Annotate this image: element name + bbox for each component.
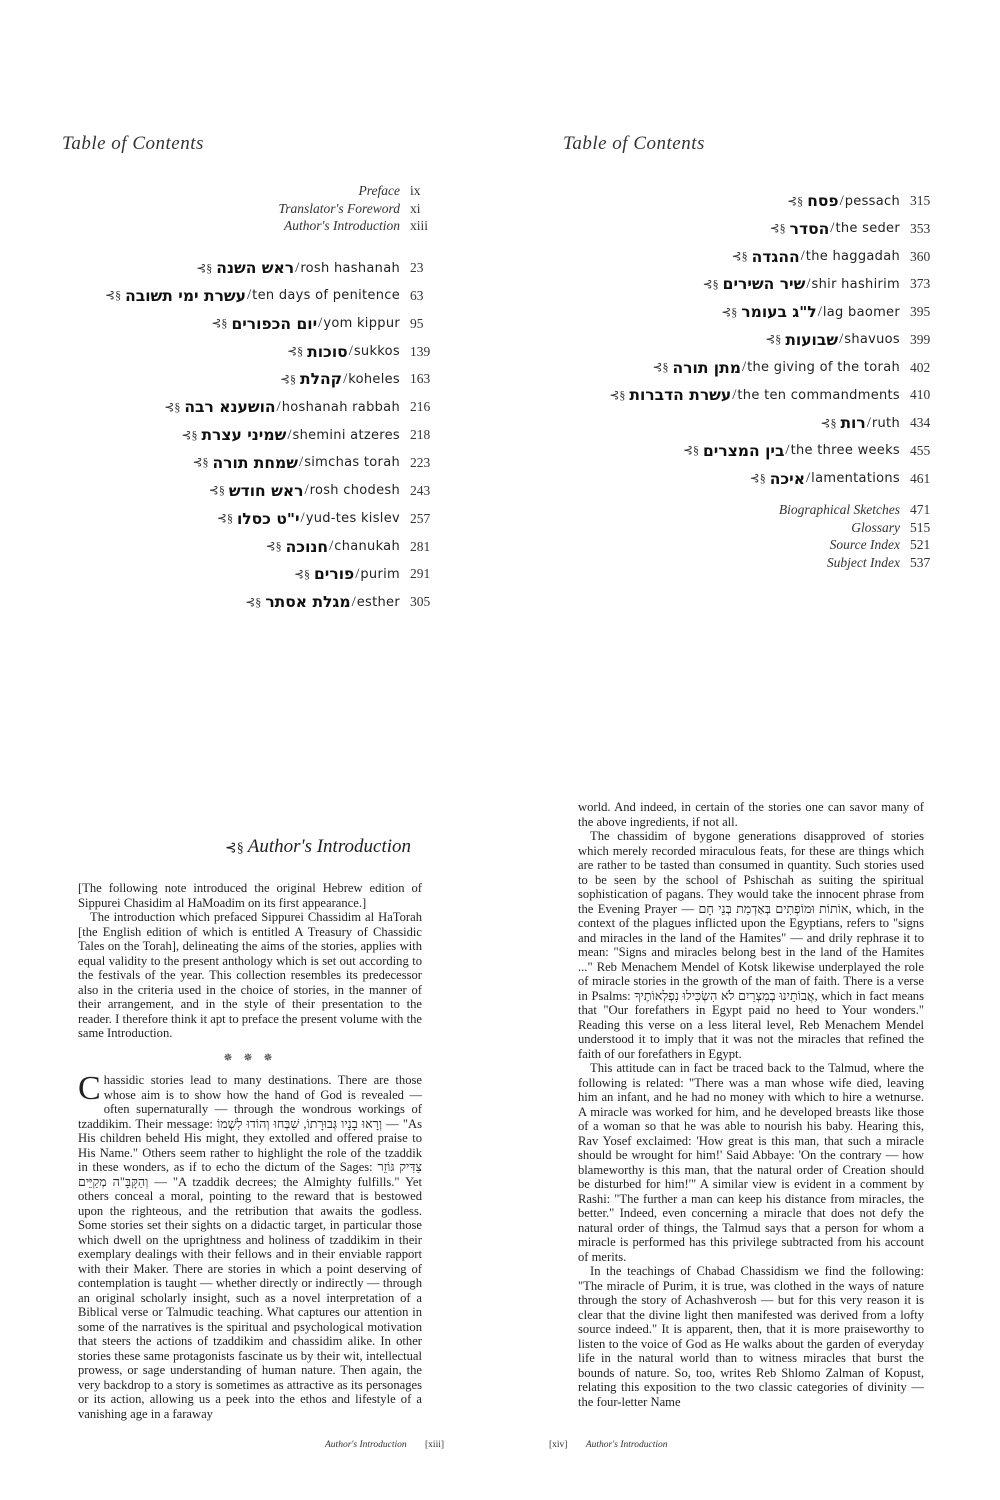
toc-matter-page: 537: [910, 554, 931, 570]
toc-entry-page: 360: [910, 248, 931, 264]
toc-entry-separator: /: [830, 220, 835, 237]
ornament-icon: ⊰§: [245, 594, 262, 609]
intro-right-column: [578, 800, 924, 1409]
toc-entry-hebrew: פורים: [314, 565, 355, 584]
toc-entry-english: yud-tes kislev: [305, 511, 400, 527]
toc-entry-separator: /: [287, 426, 292, 443]
section-divider: ✵ ✵ ✵: [223, 1051, 277, 1064]
toc-entry-hebrew: פסח: [807, 192, 839, 210]
toc-entry-hebrew: שמיני עצרת: [201, 426, 287, 445]
toc-entry-english: the three weeks: [790, 443, 900, 459]
toc-entry-page: 305: [410, 594, 431, 610]
toc-entry-separator: /: [304, 482, 309, 499]
toc-entry-page: 461: [910, 470, 931, 486]
right-toc-heading: Table of Contents: [563, 133, 705, 154]
toc-entry-separator: /: [318, 315, 323, 332]
toc-entry[interactable]: [750, 468, 942, 490]
toc-entry-separator: /: [247, 287, 252, 304]
toc-matter-title: Preface: [358, 183, 400, 198]
ornament-icon: ⊰§: [652, 360, 669, 374]
toc-entry-hebrew: שמחת תורה: [212, 453, 299, 472]
ornament-icon: ⊰§: [293, 566, 310, 581]
toc-entry-english: rosh hashanah: [300, 260, 400, 276]
footer-right-label: Author's Introduction: [585, 1440, 668, 1450]
toc-entry[interactable]: [192, 452, 442, 474]
toc-matter-page: 471: [910, 502, 931, 517]
ornament-icon: ⊰§: [216, 511, 233, 526]
ornament-icon: ⊰§: [105, 288, 122, 303]
toc-matter-page: 521: [910, 537, 931, 553]
toc-entry-hebrew: קהלת: [300, 370, 343, 389]
toc-entry-english: the haggadah: [805, 249, 900, 264]
toc-entry[interactable]: [280, 368, 442, 390]
intro-note-1: [The following note introduced the original Hebrew edition of Sippurei Chasidim al HaMoadim on its first appearance.]: [78, 881, 422, 910]
toc-entry[interactable]: [765, 329, 942, 351]
toc-entry-page: 63: [410, 287, 424, 303]
toc-entry-english: hoshanah rabbah: [281, 399, 400, 415]
toc-matter-entry[interactable]: [278, 183, 442, 201]
toc-entry-page: 373: [910, 276, 931, 292]
toc-entry-english: the ten commandments: [737, 387, 900, 403]
ornament-icon: ⊰§: [731, 249, 748, 263]
toc-entry-english: shemini atzeres: [292, 427, 400, 443]
intro-note-2: The introduction which prefaced Sippurei Chassidim al HaTorah [the English edition of which is entitled A Treasury of Chassidic Tales on the Torah], delineating the aims of the stories, applies with equal validity to the present anthology which is set out according to the festivals of the year. This collection resembles its predecessor also in the criteria used in the choice of stories, in the manner of their arrangement, and in the style of their presentation to the reader. I therefore think it apt to preface the present volume with the same Introduction.: [78, 910, 422, 1040]
toc-entry[interactable]: [787, 190, 942, 212]
toc-entry-separator: /: [355, 565, 360, 582]
toc-entry-hebrew: עשרת הדברות: [629, 386, 732, 405]
toc-entry-separator: /: [817, 303, 822, 320]
toc-entry-hebrew: בין המצרים: [703, 441, 785, 460]
toc-matter-page: ix: [410, 183, 421, 198]
toc-matter-page: xi: [410, 200, 421, 216]
toc-entry-hebrew: סוכות: [307, 342, 348, 361]
intro-left-column: [78, 881, 422, 1421]
toc-entry-page: 243: [410, 482, 431, 498]
ornament-icon: ⊰§: [279, 371, 297, 386]
ornament-icon: ⊰§: [682, 443, 699, 458]
ornament-icon: ⊰§: [265, 539, 282, 553]
toc-entry-separator: /: [806, 470, 811, 486]
toc-entry[interactable]: [703, 273, 942, 295]
footer-right-page: [xiv]: [549, 1440, 568, 1450]
toc-entry[interactable]: [164, 396, 442, 418]
toc-matter-entry[interactable]: [278, 201, 442, 219]
toc-entry[interactable]: [683, 440, 942, 462]
toc-entry-english: rosh chodesh: [309, 483, 400, 499]
toc-entry-english: pessach: [844, 193, 900, 209]
toc-entry[interactable]: [287, 341, 442, 363]
toc-entry-hebrew: ההגדה: [751, 247, 800, 266]
toc-entry[interactable]: [294, 563, 442, 585]
toc-entry[interactable]: [181, 424, 442, 446]
toc-entry[interactable]: [652, 357, 942, 379]
toc-entry-english: lamentations: [811, 471, 900, 486]
toc-entry-hebrew: מתן תורה: [672, 358, 741, 377]
intro-body: [78, 1070, 422, 1421]
title-ornament: ⊰§: [225, 841, 244, 856]
right-para-2: The chassidim of bygone generations disapproved of stories which merely recorded miraculous feats, for these are things which are rather to be tasted than consumed in quantity. Such stories used to be seen by the school of Pshischah as suiting the spiritual sophistication of pagans. They would take the innocent phrase from the Evening Prayer — אוֹתוֹת וּמוֹפְתִים בְּאַדְמַת בְּנֵי חָם, which, in the context of the plagues inflicted upon the Egyptians, refers to "signs and miracles in the land of the Hamites" — and drily rephrase it to mean: "Signs and miracles belong best in the land of the Hamites ..." Reb Menachem Mendel of Kotsk likewise underplayed the role of miracle stories in the growth of the man of faith. There is a verse in Psalms: אֲבוֹתֵינוּ בְמִצְרַיִם לֹא הִשְׂכִּילוּ נִפְלְאוֹתֶיךָ, which in fact means that "Our forefathers in Egypt paid no heed to Your wonders." Reading this verse on a less literal level, Reb Menachem Mendel understood it to imply that it was not the miracles that refined the faith of our forefathers in Egypt.: [578, 829, 924, 1061]
toc-entry-hebrew: שבועות: [785, 330, 839, 349]
toc-entry-page: 139: [410, 343, 431, 359]
left-toc-heading: Table of Contents: [62, 133, 204, 154]
toc-matter-page: 515: [910, 519, 931, 535]
toc-entry[interactable]: [266, 536, 442, 558]
toc-entry[interactable]: [609, 384, 942, 406]
toc-entry-separator: /: [806, 275, 811, 292]
toc-matter-title: Translator's Foreword: [278, 200, 400, 216]
toc-entry-separator: /: [295, 259, 300, 276]
toc-entry-english: lag baomer: [822, 304, 900, 320]
toc-entry-separator: /: [329, 538, 334, 554]
toc-entry-page: 223: [410, 454, 431, 470]
toc-entry[interactable]: [245, 591, 442, 613]
ornament-icon: ⊰§: [164, 399, 181, 414]
toc-entry[interactable]: [217, 508, 442, 530]
toc-entry-hebrew: יום הכפורים: [231, 314, 318, 333]
footer-left: [325, 1440, 444, 1450]
ornament-icon: ⊰§: [208, 483, 225, 498]
toc-entry-english: shavuos: [844, 332, 900, 348]
toc-entry-english: the giving of the torah: [747, 360, 900, 375]
ornament-icon: ⊰§: [765, 332, 782, 347]
toc-entry-hebrew: עשרת ימי תשובה: [125, 286, 246, 305]
ornament-icon: ⊰§: [192, 455, 209, 470]
toc-matter-title: Source Index: [829, 537, 900, 553]
right-para-4: In the teachings of Chabad Chassidism we find the following: "The miracle of Purim, it is true, was clothed in the ways of nature through the story of Achashverosh — but for this very reason it is clear that the divine light then manifested was derived from a lofty source indeed." It is apparent, then, that it is more praiseworthy to listen to the voice of God as He walks about the garden of everyday life in the natural world than to witness miracles that burst the bounds of nature. So, too, writes Reb Shlomo Zalman of Kopust, relating this exposition to the two classic categories of divinity — the four-letter Name: [578, 1264, 924, 1409]
toc-entry-separator: /: [276, 398, 281, 415]
toc-matter-entry[interactable]: [278, 218, 442, 236]
toc-entry-separator: /: [348, 343, 353, 360]
ornament-icon: ⊰§: [820, 415, 837, 430]
toc-entry-hebrew: רות: [840, 414, 866, 432]
toc-entry-english: simchas torah: [304, 455, 400, 471]
toc-matter-title: Subject Index: [826, 554, 900, 570]
intro-body-text: hassidic stories lead to many destinations. There are those whose aim is to show how the hand of God is revealed — often supernaturally — through the wondrous workings of tzaddikim. Their message: וְרָאוּ בָנָיו גְּבוּרָתוֹ, שִׁבְּחוּ וְהוֹדוּ לִשְׁמוֹ — "As His children beheld His might, they extolled and offered praise to His Name." Others seem rather to highlight the role of the tzaddik in these wonders, as if to echo the dictum of the Sages: צַדִּיק גּוֹזֵר וְהַקָּבָּ"ה מְקַיֵּים — "A tzaddik decrees; the Almighty fulfills." Yet others conceal a moral, pointing to the reward that is bestowed upon the righteous, and the retribution that awaits the godless. Some stories set their sights on a didactic target, in particular those which dwell on the uprightness and holiness of tzaddikim in their exemplary dealings with their fellows and in their enviable rapport with their Maker. There are stories in which a point deserving of contemplation is taught — whether directly or indirectly — through an original scholarly insight, such as a novel interpretation of a Biblical verse or Talmudic teaching. What captures our attention in some of the narratives is the spiritual and psychological motivation that steers the actions of tzaddikim and chassidim alike. In other stories these same protagonists fascinate us by their wit, intellectual prowess, or sage understanding of human nature. Then again, the very backdrop to a story is sometimes as attractive as its personages or its action, allowing us a peek into the ethos and lifestyle of a vanishing age in a faraway: [78, 1073, 422, 1421]
left-toc: [60, 183, 460, 623]
toc-entry[interactable]: [209, 480, 442, 502]
toc-entry-page: 23: [410, 260, 424, 275]
toc-entry-page: 402: [910, 359, 931, 375]
toc-entry-page: 455: [910, 442, 931, 458]
toc-entry-hebrew: ראש חודש: [228, 481, 304, 500]
toc-entry-page: 291: [410, 566, 431, 582]
footer-left-label: Author's Introduction: [325, 1440, 407, 1450]
ornament-icon: ⊰§: [609, 387, 626, 402]
toc-entry-english: purim: [360, 566, 400, 582]
intro-title-text: Author's Introduction: [247, 836, 412, 857]
toc-entry-page: 216: [410, 399, 431, 415]
toc-entry-separator: /: [839, 331, 844, 348]
toc-entry-hebrew: חנוכה: [285, 537, 329, 556]
toc-matter-title: Biographical Sketches: [778, 502, 900, 517]
right-toc: [560, 190, 960, 580]
toc-entry-hebrew: ראש השנה: [216, 259, 295, 277]
toc-entry-english: the seder: [835, 221, 900, 237]
ornament-icon: ⊰§: [721, 304, 738, 319]
toc-entry-page: 395: [910, 304, 931, 319]
toc-entry[interactable]: [820, 412, 942, 434]
toc-matter-entry[interactable]: [827, 555, 942, 573]
footer-left-page: [xiii]: [425, 1440, 445, 1450]
toc-entry-hebrew: ל"ג בעומר: [741, 303, 817, 321]
toc-entry-page: 399: [910, 331, 931, 347]
toc-entry-english: ruth: [871, 415, 900, 431]
toc-entry-english: koheles: [348, 371, 400, 387]
ornament-icon: ⊰§: [287, 344, 304, 359]
ornament-icon: ⊰§: [769, 221, 786, 236]
toc-entry-hebrew: מגלת אסתר: [265, 593, 351, 612]
toc-matter-title: Author's Introduction: [283, 218, 400, 234]
toc-entry-separator: /: [839, 192, 844, 209]
toc-entry[interactable]: [105, 285, 442, 307]
toc-entry-separator: /: [732, 386, 737, 403]
footer-right: [549, 1440, 667, 1450]
toc-entry-page: 434: [910, 415, 931, 430]
toc-entry-page: 218: [410, 427, 431, 443]
toc-entry[interactable]: [732, 246, 942, 268]
toc-entry-page: 257: [410, 510, 431, 526]
toc-entry-separator: /: [300, 510, 305, 527]
toc-entry-page: 410: [910, 387, 931, 403]
drop-cap: C: [78, 1070, 101, 1107]
toc-entry-separator: /: [800, 248, 805, 264]
toc-entry-page: 353: [910, 220, 931, 236]
ornament-icon: ⊰§: [196, 260, 213, 275]
toc-entry-english: sukkos: [353, 344, 400, 360]
toc-entry[interactable]: [196, 257, 442, 279]
left-toc-front-matter: [278, 183, 442, 236]
toc-entry-english: esther: [356, 594, 400, 610]
ornament-icon: ⊰§: [749, 471, 766, 485]
toc-entry-hebrew: שיר השירים: [722, 275, 806, 294]
toc-entry-separator: /: [866, 414, 871, 431]
toc-entry-hebrew: הושענא רבה: [184, 398, 276, 417]
right-para-1: world. And indeed, in certain of the stories one can savor many of the above ingredients, if not all.: [578, 800, 924, 829]
right-para-3: This attitude can in fact be traced back to the Talmud, where the following is related: "There was a man whose wife died, leaving him an infant, and he had no money with which to hire a wetnurse. A miracle was worked for him, and he developed breasts like those of a woman so that he was able to nourish his baby. Hearing this, Rav Yosef exclaimed: 'How great is this man, that such a miracle should be wrought for him!' Said Abbaye: 'On the contrary — how blameworthy is this man, that the natural order of Creation should be disturbed for him!'" A similar view is evident in a comment by Rashi: "The further a man can keep his distance from miracles, the better." Indeed, even concerning a miracle that does not defy the natural order of things, the Talmud says that a person for whom a miracle is performed has this privilege subtracted from his account of merits.: [578, 1061, 924, 1264]
toc-entry-separator: /: [351, 593, 356, 610]
toc-entry[interactable]: [721, 301, 942, 323]
toc-entry[interactable]: [211, 313, 442, 335]
ornament-icon: ⊰§: [211, 316, 228, 331]
toc-matter-entry[interactable]: [779, 502, 942, 520]
toc-entry-english: yom kippur: [323, 316, 400, 332]
toc-entry-separator: /: [299, 454, 304, 471]
toc-entry-hebrew: הסדר: [789, 219, 830, 238]
ornament-icon: ⊰§: [181, 427, 198, 442]
toc-matter-title: Glossary: [851, 519, 900, 535]
toc-entry-english: chanukah: [334, 539, 400, 554]
toc-entry-separator: /: [741, 359, 747, 375]
ornament-icon: ⊰§: [702, 276, 719, 291]
toc-entry-page: 163: [410, 371, 431, 387]
toc-matter-page: xiii: [410, 218, 429, 234]
intro-title: [225, 836, 411, 858]
toc-entry-english: shir hashirim: [811, 276, 900, 292]
toc-entry-page: 281: [410, 538, 431, 554]
toc-entry-page: 95: [410, 315, 424, 331]
toc-entry-english: ten days of penitence: [252, 288, 400, 304]
toc-matter-entry[interactable]: [830, 537, 942, 555]
toc-entry-separator: /: [343, 370, 348, 387]
toc-entry-hebrew: י"ט כסלו: [236, 509, 300, 528]
toc-entry-page: 315: [910, 193, 931, 208]
toc-entry[interactable]: [770, 218, 942, 240]
toc-matter-entry[interactable]: [851, 520, 942, 538]
ornament-icon: ⊰§: [787, 193, 804, 208]
toc-entry-separator: /: [785, 442, 790, 459]
toc-entry-hebrew: איכה: [769, 469, 805, 488]
